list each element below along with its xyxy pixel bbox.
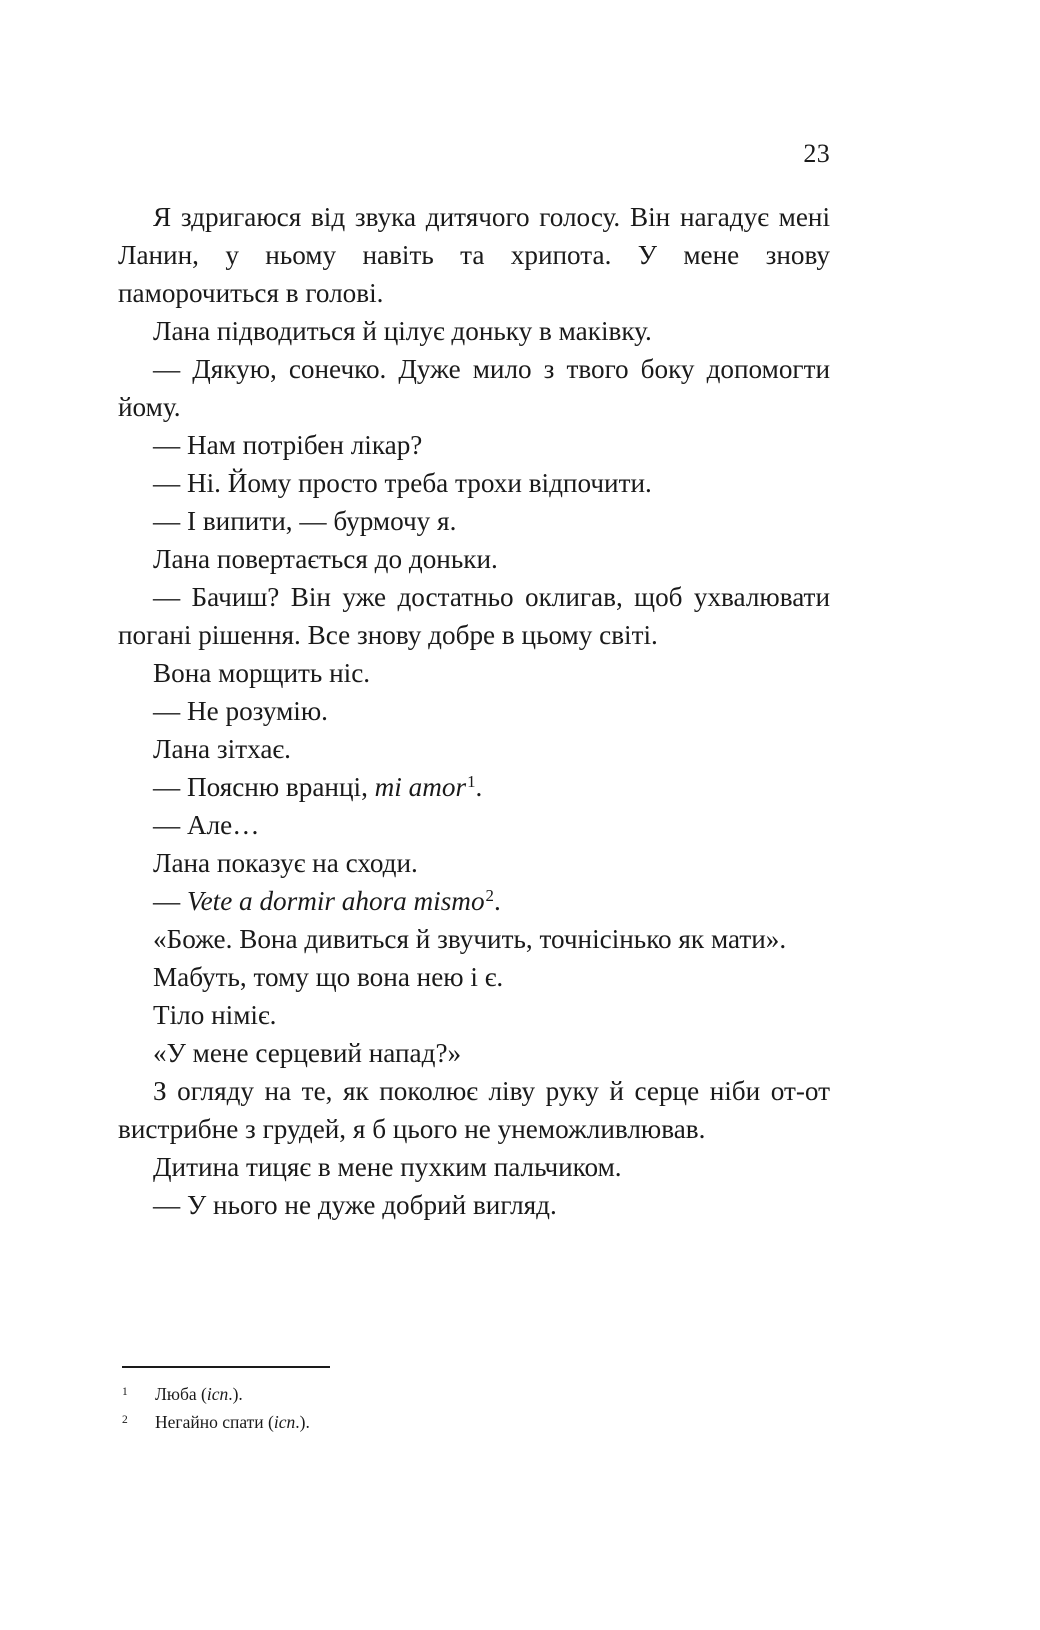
footnote-text bbox=[155, 1410, 830, 1435]
paragraph: — Нам потрібен лікар? bbox=[153, 430, 423, 460]
paragraph: Мабуть, тому що вона нею і є. bbox=[153, 962, 504, 992]
paragraph: — Дякую, сонечко. Дуже мило з твого боку допомогти йому. bbox=[118, 354, 830, 422]
footnote-reference-2[interactable]: 2 bbox=[485, 885, 494, 905]
paragraph-text-suffix: . bbox=[493, 886, 501, 916]
paragraph-text-prefix: — Поясню вранці, bbox=[153, 772, 375, 802]
paragraph: — І випити, — бурмочу я. bbox=[153, 506, 457, 536]
paragraph: Лана повертається до доньки. bbox=[153, 544, 498, 574]
paragraph: — Ні. Йому просто треба трохи відпочити. bbox=[153, 468, 652, 498]
footnote-text-after: .). bbox=[228, 1384, 243, 1404]
footnote-separator-rule bbox=[122, 1366, 330, 1368]
footnote-language-abbrev: ісп bbox=[206, 1384, 229, 1404]
footnote-text-before: Негайно спати ( bbox=[155, 1412, 274, 1432]
paragraph: — У нього не дуже добрий вигляд. bbox=[153, 1190, 557, 1220]
footnote-marker: 2 bbox=[122, 1414, 128, 1426]
paragraph-with-footnote bbox=[118, 882, 830, 920]
footnote-reference-1[interactable]: 1 bbox=[467, 771, 476, 791]
paragraph-text-suffix: . bbox=[475, 772, 483, 802]
body-text-block bbox=[118, 198, 830, 1224]
paragraph: З огляду на те, як поколює ліву руку й серце ніби от-от вистрибне з грудей, я б цього не унеможливлював. bbox=[118, 1076, 830, 1144]
footnote-item bbox=[118, 1410, 830, 1438]
paragraph: Тіло німіє. bbox=[153, 1000, 277, 1030]
paragraph: — Але… bbox=[153, 810, 260, 840]
paragraph: Лана показує на сходи. bbox=[153, 848, 418, 878]
footnote-language-abbrev: ісп bbox=[273, 1412, 296, 1432]
footnote-area bbox=[118, 1366, 830, 1438]
footnote-text-after: .). bbox=[295, 1412, 310, 1432]
footnote-text bbox=[155, 1382, 830, 1407]
paragraph: — Бачиш? Він уже достатньо оклигав, щоб ухвалювати погані рішення. Все знову добре в цьому світі. bbox=[118, 582, 830, 650]
paragraph: «Боже. Вона дивиться й звучить, точнісінько як мати». bbox=[153, 924, 787, 954]
paragraph: Лана зітхає. bbox=[153, 734, 291, 764]
paragraph-with-footnote bbox=[118, 768, 830, 806]
paragraph: — Не розумію. bbox=[153, 696, 328, 726]
paragraph: Лана підводиться й цілує доньку в маківку. bbox=[153, 316, 652, 346]
paragraph-text-prefix: — bbox=[153, 886, 187, 916]
footnote-text-before: Люба ( bbox=[155, 1384, 207, 1404]
foreign-phrase: mi amor bbox=[374, 772, 467, 802]
page-number: 23 bbox=[803, 139, 830, 168]
foreign-phrase: Vete a dormir ahora mismo bbox=[186, 886, 485, 916]
footnote-marker: 1 bbox=[122, 1386, 128, 1398]
paragraph: «У мене серцевий напад?» bbox=[153, 1038, 462, 1068]
paragraph: Я здригаюся від звука дитячого голосу. Він нагадує мені Ланин, у ньому навіть та хрипота. У мене знову паморочиться в голові. bbox=[118, 202, 830, 308]
footnote-item bbox=[118, 1382, 830, 1410]
paragraph: Дитина тицяє в мене пухким пальчиком. bbox=[153, 1152, 622, 1182]
paragraph: Вона морщить ніс. bbox=[153, 658, 371, 688]
